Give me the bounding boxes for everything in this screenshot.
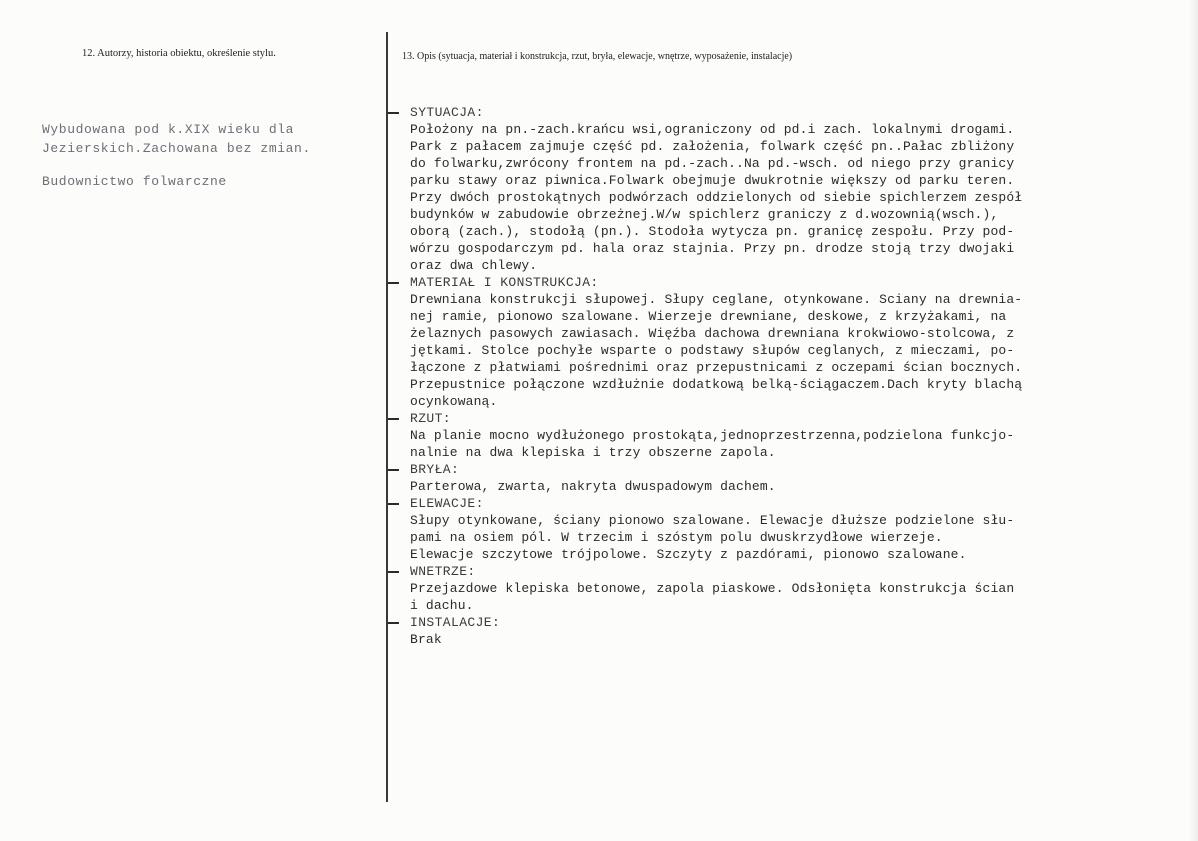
- section-line: Park z pałacem zajmuje część pd. założenia, folwark część pn..Pałac zbliżony: [410, 139, 1015, 154]
- section-line: Przejazdowe klepiska betonowe, zapola piaskowe. Odsłonięta konstrukcja ścian: [410, 581, 1015, 596]
- section-line: Słupy otynkowane, ściany pionowo szalowane. Elewacje dłuższe podzielone słu-: [410, 513, 1015, 528]
- history-text: [42, 120, 311, 191]
- section-title: SYTUACJA:: [392, 104, 1182, 121]
- section-line: jętkami. Stolce pochyłe wsparte o podstawy słupów ceglanych, z mieczami, po-: [410, 343, 1015, 358]
- section-line: Brak: [410, 632, 442, 647]
- section-line: Drewniana konstrukcji słupowej. Słupy ceglane, otynkowane. Sciany na drewnia-: [410, 292, 1023, 307]
- section-title: MATERIAŁ I KONSTRUKCJA:: [392, 274, 1182, 291]
- section-line: żelaznych pasowych zawiasach. Więźba dachowa drewniana krokwiowo-stolcowa, z: [410, 326, 1015, 341]
- section-line: oraz dwa chlewy.: [410, 258, 538, 273]
- history-line: Wybudowana pod k.XIX wieku dla: [42, 122, 295, 137]
- section-12-header: 12. Autorzy, historia obiektu, określenie stylu.: [82, 48, 276, 59]
- section-line: Elewacje szczytowe trójpolowe. Szczyty z pazdórami, pionowo szalowane.: [410, 547, 967, 562]
- section-line: pami na osiem pól. W trzecim i szóstym polu dwuskrzydłowe wierzeje.: [410, 530, 943, 545]
- section-line: budynków w zabudowie obrzeżnej.W/w spichlerz graniczy z d.wozownią(wsch.),: [410, 207, 999, 222]
- section-line: nej ramie, pionowo szalowane. Wierzeje drewniane, deskowe, z krzyżakami, na: [410, 309, 1007, 324]
- section-line: łączone z płatwiami pośrednimi oraz przepustnicami z oczepami ścian bocznych.: [410, 360, 1023, 375]
- section-13-header: 13. Opis (sytuacja, materiał i konstrukcja, rzut, bryła, elewacje, wnętrze, wyposażenie, instalacje): [402, 51, 793, 62]
- history-line: Budownictwo folwarczne: [42, 174, 227, 189]
- section-line: parku stawy oraz piwnica.Folwark obejmuje dwukrotnie większy od parku teren.: [410, 173, 1015, 188]
- section-line: nalnie na dwa klepiska i trzy obszerne zapola.: [410, 445, 776, 460]
- section-line: do folwarku,zwrócony frontem na pd.-zach..Na pd.-wsch. od niego przy granicy: [410, 156, 1015, 171]
- section-line: i dachu.: [410, 598, 474, 613]
- section-title: RZUT:: [392, 410, 1182, 427]
- scan-edge-shadow: [1188, 0, 1198, 841]
- section-line: oborą (zach.), stodołą (pn.). Stodoła wytycza pn. granicę zespołu. Przy pod-: [410, 224, 1015, 239]
- section-line: Na planie mocno wydłużonego prostokąta,jednoprzestrzenna,podzielona funkcjo-: [410, 428, 1015, 443]
- section-line: ocynkowaną.: [410, 394, 498, 409]
- section-title: BRYŁA:: [392, 461, 1182, 478]
- section-title: ELEWACJE:: [392, 495, 1182, 512]
- history-line: Jezierskich.Zachowana bez zmian.: [42, 141, 311, 156]
- section-line: Położony na pn.-zach.krańcu wsi,ograniczony od pd.i zach. lokalnymi drogami.: [410, 122, 1015, 137]
- section-title: WNETRZE:: [392, 563, 1182, 580]
- section-line: Parterowa, zwarta, nakryta dwuspadowym dachem.: [410, 479, 776, 494]
- section-line: wórzu gospodarczym pd. hala oraz stajnia. Przy pn. drodze stoją trzy dwojaki: [410, 241, 1015, 256]
- section-title: INSTALACJE:: [392, 614, 1182, 631]
- section-line: Przy dwóch prostokątnych podwórzach oddzielonych od siebie spichlerzem zespół: [410, 190, 1023, 205]
- paragraph-gap: [42, 158, 311, 172]
- description-block: [392, 104, 1182, 648]
- column-divider: [386, 32, 388, 802]
- section-line: Przepustnice połączone wzdłużnie dodatkową belką-ściągaczem.Dach kryty blachą: [410, 377, 1023, 392]
